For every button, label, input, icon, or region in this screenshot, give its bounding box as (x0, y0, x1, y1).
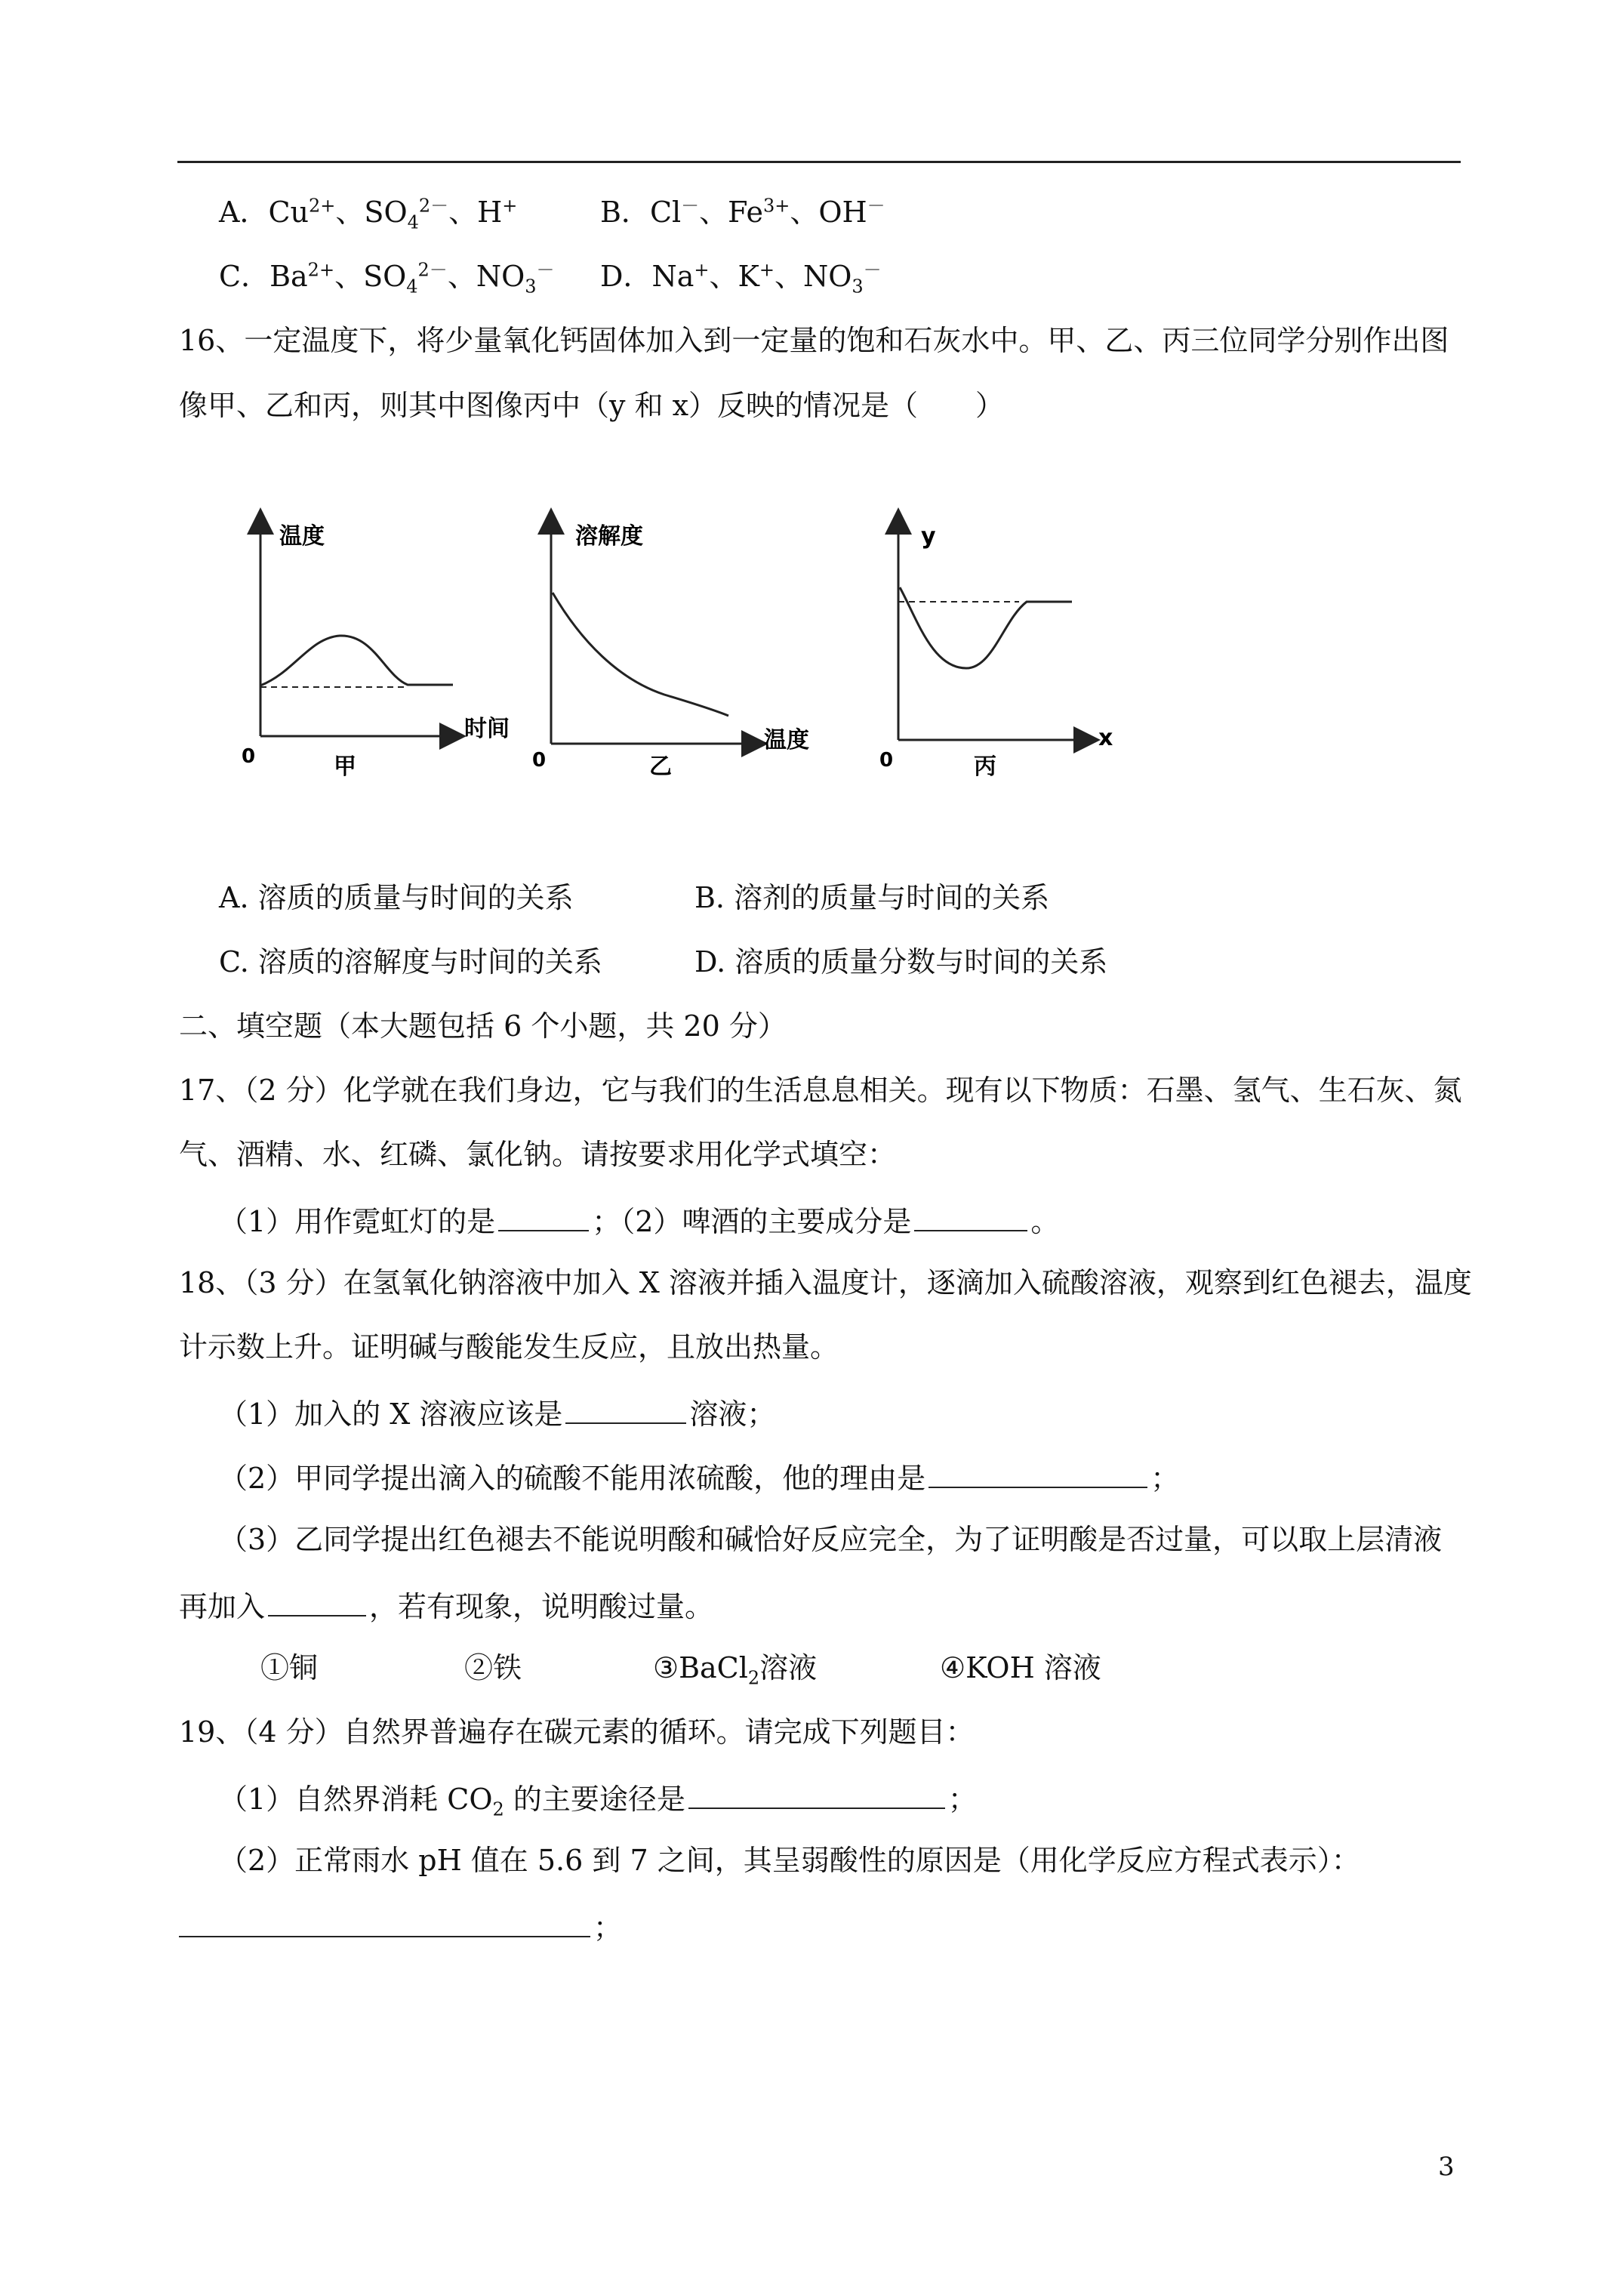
q19-sub1 (219, 1782, 977, 1820)
q18-choice-3: ③BaCl$_2$溶液 (653, 1651, 818, 1689)
q18-blank-1[interactable] (565, 1397, 686, 1424)
graph-jia-xlabel: 时间 (464, 716, 510, 742)
q16-stem-line2: 像甲、乙和丙，则其中图像丙中（y 和 x）反映的情况是（ ） (179, 389, 1005, 422)
graph-yi-ylabel: 溶解度 (575, 523, 643, 550)
q17-blank-1[interactable] (498, 1204, 589, 1231)
graph-bing-curve (900, 587, 1072, 668)
graph-yi-xlabel: 温度 (764, 727, 809, 754)
q15-option-c: C．$Ba^{2+}$、$SO_4^{2-}$、$NO_3^-$ (219, 259, 555, 297)
q17-blank-2[interactable] (914, 1204, 1027, 1231)
graph-yi-caption: 乙 (649, 754, 672, 780)
q18-sub2-text-a: （2）甲同学提出滴入的硫酸不能用浓硫酸，他的理由是 (219, 1462, 926, 1495)
graph-jia-caption: 甲 (334, 754, 356, 780)
q18-sub1 (219, 1397, 776, 1431)
q18-stem-line2: 计示数上升。证明碱与酸能发生反应，且放出热量。 (179, 1330, 839, 1364)
q19-sub2-answer-line (179, 1910, 622, 1942)
q18-sub3-text-b: ，若有现象，说明酸过量。 (369, 1590, 714, 1623)
q16-option-a: A. 溶质的质量与时间的关系 (219, 881, 574, 914)
section-2-heading: 二、填空题（本大题包括 6 个小题，共 20 分） (179, 1009, 787, 1043)
graph-yi-curve (553, 593, 728, 716)
q18-choice-2: ②铁 (464, 1651, 522, 1684)
graph-jia-origin: 0 (242, 745, 256, 768)
graph-bing-ylabel: y (921, 523, 936, 550)
q17-stem-line1: 17、（2 分）化学就在我们身边，它与我们的生活息息相关。现有以下物质：石墨、氢气、生石灰、氮 (179, 1074, 1462, 1107)
q16-graphs-figure (226, 506, 1170, 815)
q16-option-b: B. 溶剂的质量与时间的关系 (694, 881, 1050, 914)
q16-option-c: C. 溶质的溶解度与时间的关系 (219, 945, 602, 978)
graph-bing-xlabel: x (1098, 725, 1113, 751)
q18-sub3: （3）乙同学提出红色褪去不能说明酸和碱恰好反应完全，为了证明酸是否过量，可以取上层清液 (219, 1523, 1443, 1556)
q19-sub1-text-b: ； (947, 1783, 977, 1816)
q15-option-b: B．Cl－、$Fe^{3+}$、OH－ (600, 195, 885, 229)
header-rule (177, 161, 1461, 163)
q18-blank-3[interactable] (268, 1589, 366, 1616)
q18-sub2-text-b: ； (1150, 1462, 1180, 1495)
graph-bing-origin: 0 (879, 749, 894, 772)
q19-sub2: （2）正常雨水 pH 值在 5.6 到 7 之间，其呈弱酸性的原因是（用化学反应方程式表示）： (219, 1844, 1360, 1877)
q15-option-a: A．$Cu^{2+}$、$SO_4^{2-}$、H+ (219, 195, 518, 233)
q18-sub2 (219, 1461, 1179, 1493)
q16-stem-line1: 16、一定温度下，将少量氧化钙固体加入到一定量的饱和石灰水中。甲、乙、丙三位同学分别作出图 (179, 324, 1449, 357)
q16-option-d: D. 溶质的质量分数与时间的关系 (694, 945, 1108, 978)
graph-jia-curve (260, 636, 453, 686)
q18-sub1-text-b: 溶液； (689, 1398, 776, 1431)
q19-stem: 19、（4 分）自然界普遍存在碳元素的循环。请完成下列题目： (179, 1715, 975, 1749)
q19-sub2-text-b: ； (593, 1911, 623, 1944)
graph-yi (532, 521, 809, 780)
q17-sub1-text-c: 。 (1030, 1205, 1060, 1238)
q15-option-d: D．Na+、K+、$NO_3^-$ (600, 259, 882, 297)
q19-blank-2[interactable] (179, 1910, 590, 1937)
graph-jia-ylabel: 温度 (279, 523, 325, 550)
q17-sub1 (219, 1204, 1059, 1236)
q18-sub1-text-a: （1）加入的 X 溶液应该是 (219, 1398, 563, 1431)
q18-stem-line1: 18、（3 分）在氢氧化钠溶液中加入 X 溶液并插入温度计，逐滴加入硫酸溶液，观察到红色褪去，温度 (179, 1266, 1472, 1299)
q18-sub3-text-a: 再加入 (179, 1590, 266, 1623)
q17-stem-line2: 气、酒精、水、红磷、氯化钠。请按要求用化学式填空： (179, 1138, 897, 1171)
q18-choice-4: ④KOH 溶液 (940, 1651, 1101, 1684)
graph-jia (242, 521, 510, 780)
q17-sub1-text-b: ；（2）啤酒的主要成分是 (592, 1205, 912, 1238)
q17-sub1-text-a: （1）用作霓虹灯的是 (219, 1205, 496, 1238)
q19-sub1-text-a: （1）自然界消耗 $CO_2$ 的主要途径是 (219, 1783, 685, 1820)
graph-bing (879, 521, 1113, 780)
q18-blank-2[interactable] (929, 1461, 1147, 1488)
q19-blank-1[interactable] (688, 1782, 945, 1809)
graph-yi-origin: 0 (532, 749, 547, 772)
page-number: 3 (1438, 2152, 1455, 2182)
q18-choice-1: ①铜 (260, 1651, 319, 1684)
graph-bing-caption: 丙 (974, 754, 996, 780)
q18-sub3-line2 (179, 1589, 713, 1621)
